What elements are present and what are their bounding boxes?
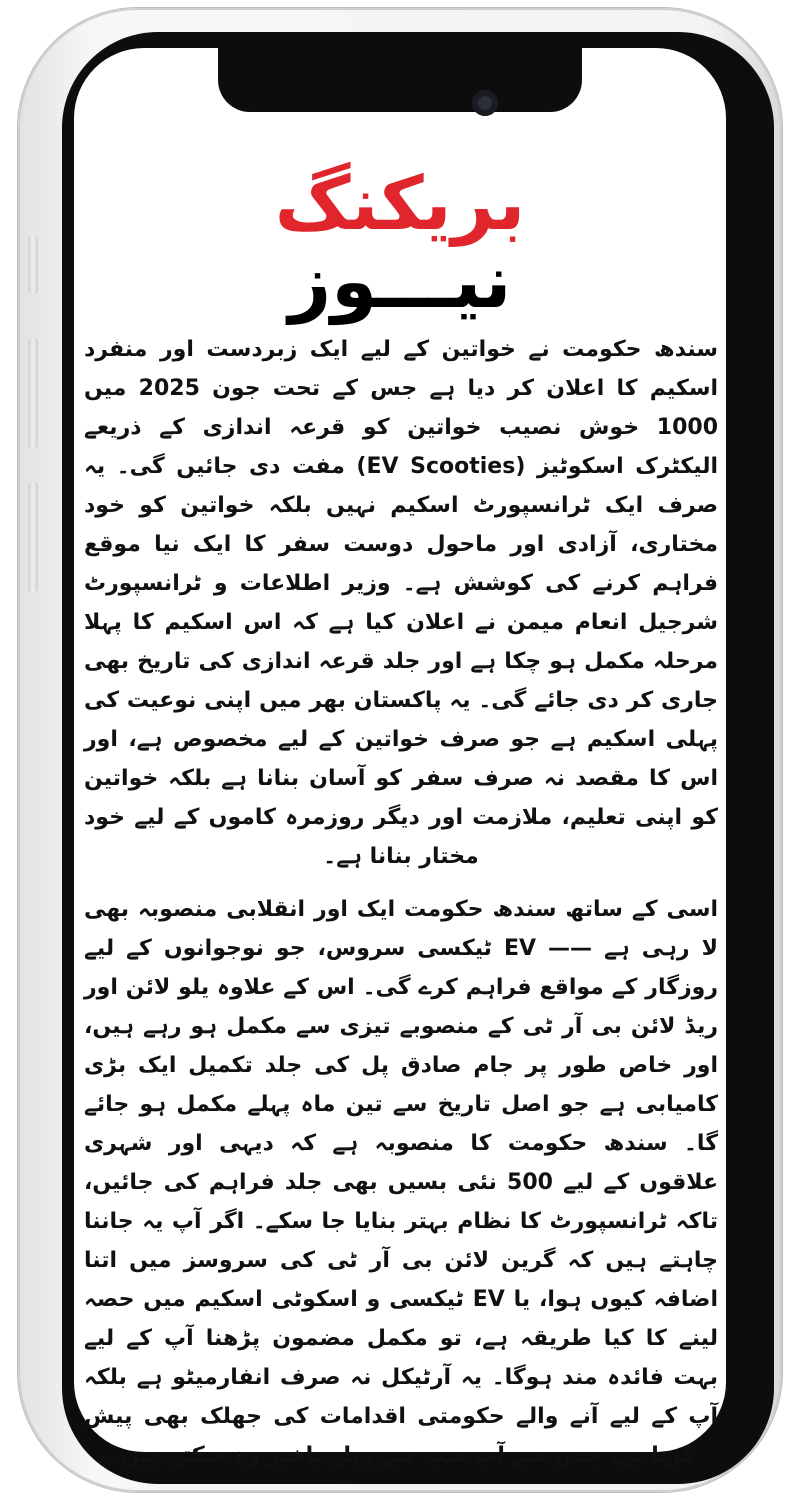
headline-breaking: بریکنگ <box>274 161 526 247</box>
mute-switch <box>28 236 38 294</box>
phone-screen <box>74 48 726 1468</box>
article-paragraph-1: سندھ حکومت نے خواتین کے لیے ایک زبردست اور منفرد اسکیم کا اعلان کر دیا ہے جس کے تحت جون 2025 میں 1000 خوش نصیب خواتین کو قرعہ اندازی کے ذریعے الیکٹرک اسکوٹیز (EV Scooties) مفت دی جائیں گی۔ یہ صرف ایک ٹرانسپورٹ اسکیم نہیں بلکہ خواتین کو خود مختاری، آزادی اور ماحول دوست سفر کا ایک نیا موقع فراہم کرنے کی کوشش ہے۔ وزیر اطلاعات و ٹرانسپورٹ شرجیل انعام میمن نے اعلان کیا ہے کہ اس اسکیم کا پہلا مرحلہ مکمل ہو چکا ہے اور جلد قرعہ اندازی کی تاریخ بھی جاری کر دی جائے گی۔ یہ پاکستان بھر میں اپنی نوعیت کی پہلی اسکیم ہے جو صرف خواتین کے لیے مخصوص ہے، اور اس کا مقصد نہ صرف سفر کو آسان بنانا ہے بلکہ خواتین کو اپنی تعلیم، ملازمت اور دیگر روزمرہ کاموں کے لیے خود مختار بنانا ہے۔ <box>84 337 719 869</box>
article-paragraph-2: اسی کے ساتھ سندھ حکومت ایک اور انقلابی منصوبہ بھی لا رہی ہے —— EV ٹیکسی سروس، جو نوجوانوں کے لیے روزگار کے مواقع فراہم کرے گی۔ اس کے علاوہ یلو لائن اور ریڈ لائن بی آر ٹی کے منصوبے تیزی سے مکمل ہو رہے ہیں، اور خاص طور پر جام صادق پل کی جلد تکمیل ایک بڑی کامیابی ہے جو اصل تاریخ سے تین ماہ پہلے مکمل ہو جائے گا۔ سندھ حکومت کا منصوبہ ہے کہ دیہی اور شہری علاقوں کے لیے 500 نئی بسیں بھی جلد فراہم کی جائیں، تاکہ ٹرانسپورٹ کا نظام بہتر بنایا جا سکے۔ اگر آپ یہ جاننا چاہتے ہیں کہ گرین لائن بی آر ٹی کی سروسز میں اتنا اضافہ کیوں ہوا، یا EV ٹیکسی و اسکوٹی اسکیم میں حصہ لینے کا کیا طریقہ ہے، تو مکمل مضمون پڑھنا آپ کے لیے بہت فائدہ مند ہوگا۔ یہ آرٹیکل نہ صرف انفارمیٹو ہے بلکہ آپ کے لیے آنے والے حکومتی اقدامات کی جھلک بھی پیش کرتا ہے، جس سے آپ سب سے پہلے باخبر رہ سکتے ہیں۔ <box>84 897 718 1468</box>
camera-icon <box>472 90 498 116</box>
headline-news: نیـــوز <box>288 239 512 325</box>
phone-notch <box>218 46 582 112</box>
volume-down-button <box>28 482 38 592</box>
volume-up-button <box>28 338 38 448</box>
